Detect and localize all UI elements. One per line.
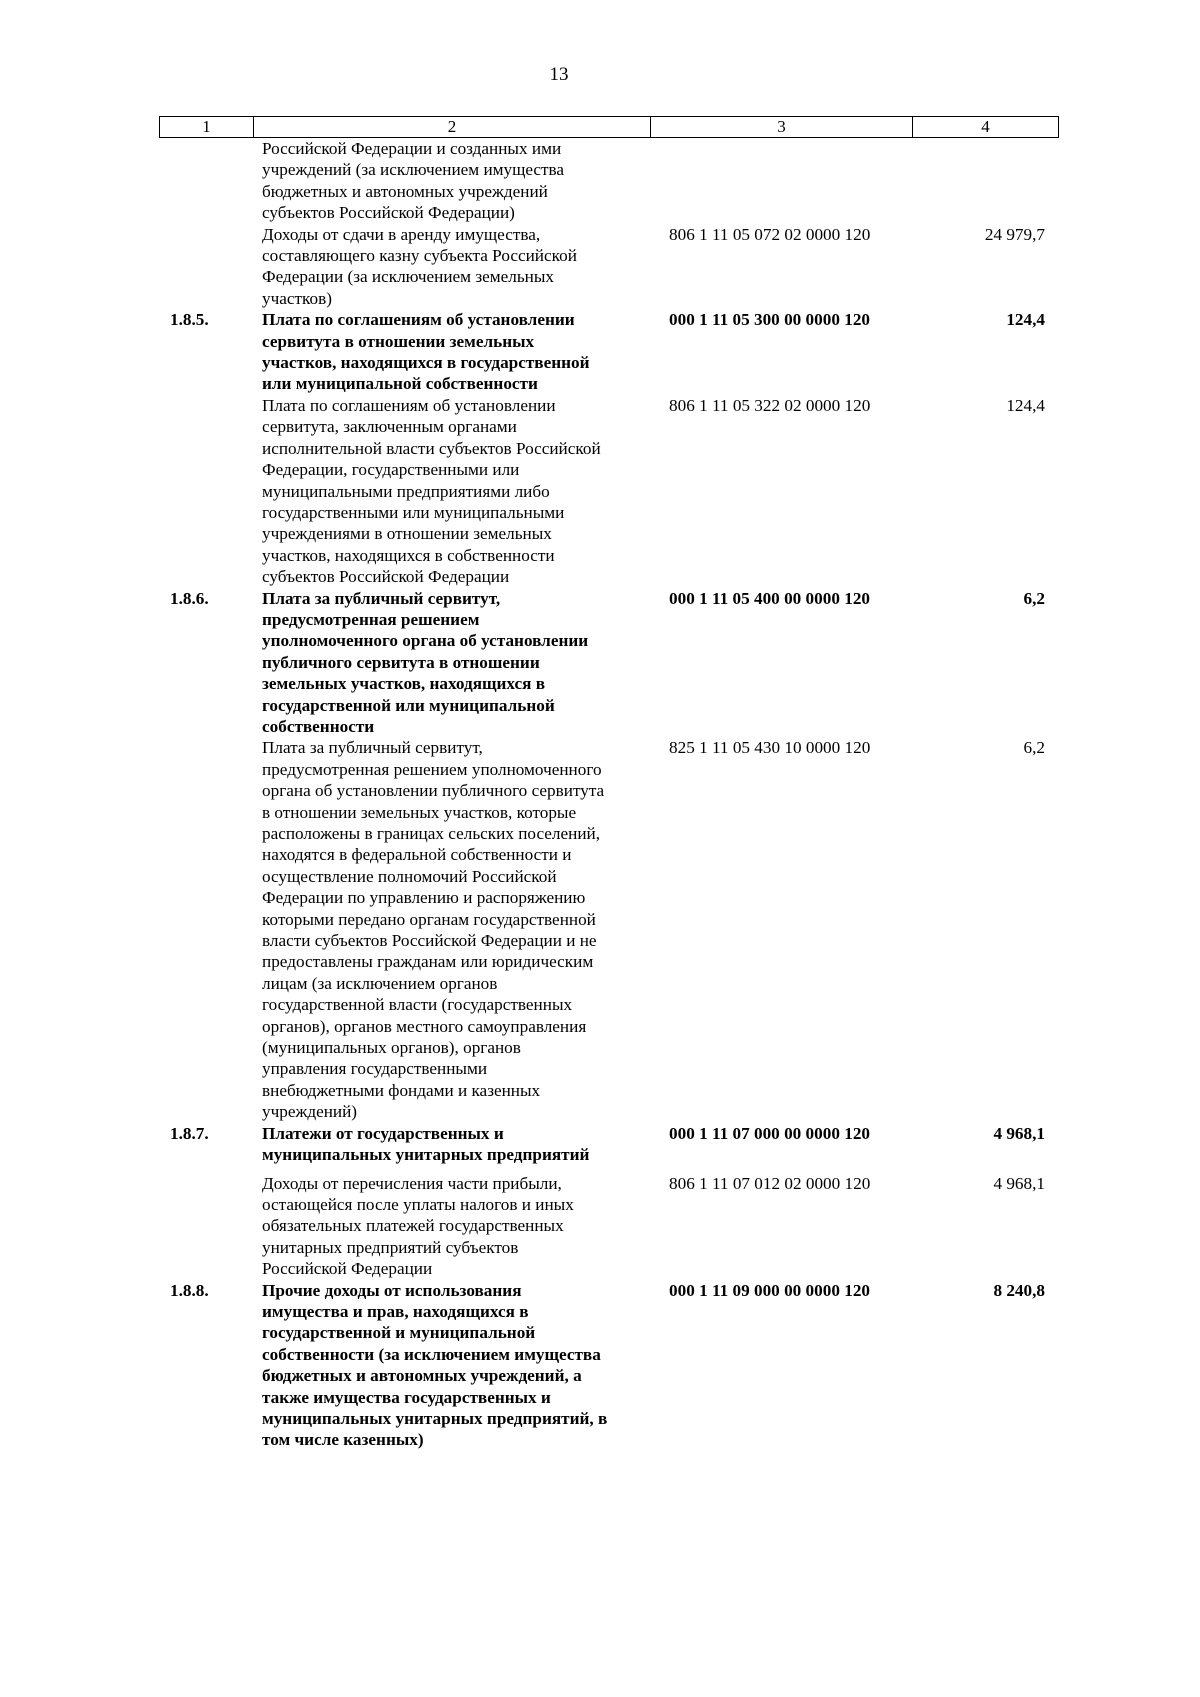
row-number: 1.8.6. bbox=[170, 588, 209, 608]
description-line: учреждений (за исключением имущества bbox=[262, 160, 565, 180]
amount: 6,2 bbox=[1023, 588, 1045, 608]
description-line: расположены в границах сельских поселений, bbox=[262, 824, 601, 843]
page-number: 13 bbox=[549, 64, 569, 85]
row-description bbox=[252, 737, 649, 1122]
budget-code: 000 1 11 09 000 00 0000 120 bbox=[669, 1280, 871, 1300]
description-line: управления государственными bbox=[262, 1059, 488, 1079]
row-number bbox=[159, 224, 252, 310]
row-number bbox=[159, 737, 252, 1122]
description-line: муниципальных унитарных предприятий bbox=[262, 1145, 590, 1165]
amount bbox=[911, 138, 1057, 224]
budget-code: 806 1 11 07 012 02 0000 120 bbox=[669, 1173, 871, 1193]
table-row bbox=[159, 395, 1059, 588]
description-line: Российской Федерации bbox=[262, 1259, 433, 1279]
amount: 24 979,7 bbox=[984, 224, 1045, 244]
description-line: субъектов Российской Федерации) bbox=[262, 203, 515, 223]
description-line: собственности bbox=[262, 716, 375, 736]
description-line: Федерации по управлению и распоряжению bbox=[262, 888, 586, 908]
description-line: уполномоченного органа об установлении bbox=[262, 631, 589, 651]
budget-code: 806 1 11 05 322 02 0000 120 bbox=[669, 395, 871, 415]
description-line: находятся в федеральной собственности и bbox=[262, 845, 572, 865]
row-description bbox=[252, 1123, 649, 1166]
row-number bbox=[159, 1173, 252, 1280]
description-line: Плата за публичный сервитут, bbox=[262, 738, 483, 758]
amount: 4 968,1 bbox=[993, 1123, 1045, 1143]
amount: 124,4 bbox=[1006, 310, 1045, 330]
column-header-4: 4 bbox=[912, 117, 1058, 137]
description-line: обязательных платежей государственных bbox=[262, 1216, 564, 1236]
description-line: власти субъектов Российской Федерации и не bbox=[262, 931, 597, 951]
column-header-2: 2 bbox=[253, 117, 650, 137]
table-row bbox=[159, 138, 1059, 224]
row-number: 1.8.5. bbox=[170, 310, 209, 330]
amount: 8 240,8 bbox=[993, 1280, 1045, 1300]
description-line: которыми передано органам государственной bbox=[262, 909, 596, 929]
budget-code: 806 1 11 05 072 02 0000 120 bbox=[669, 224, 871, 244]
description-line: собственности (за исключением имущества bbox=[262, 1344, 601, 1364]
description-line: публичного сервитута в отношении bbox=[262, 652, 540, 672]
row-number bbox=[159, 138, 252, 224]
column-header-3: 3 bbox=[650, 117, 912, 137]
description-line: внебюджетными фондами и казенных bbox=[262, 1080, 541, 1100]
description-line: остающейся после уплаты налогов и иных bbox=[262, 1194, 574, 1214]
description-line: муниципальными предприятиями либо bbox=[262, 481, 550, 501]
row-description bbox=[252, 1280, 649, 1451]
budget-code: 825 1 11 05 430 10 0000 120 bbox=[669, 738, 871, 758]
description-line: муниципальных унитарных предприятий, в bbox=[262, 1408, 608, 1428]
table-row bbox=[159, 224, 1059, 310]
budget-code bbox=[649, 138, 911, 224]
description-line: Федерации, государственными или bbox=[262, 460, 520, 480]
description-line: том числе казенных) bbox=[262, 1430, 424, 1450]
description-line: в отношении земельных участков, которые bbox=[262, 802, 577, 822]
description-line: Российской Федерации и созданных ими bbox=[262, 139, 562, 158]
table-row bbox=[159, 588, 1059, 738]
description-line: Платежи от государственных и bbox=[262, 1123, 504, 1143]
description-line: Доходы от сдачи в аренду имущества, bbox=[262, 224, 541, 244]
description-line: предоставлены гражданам или юридическим bbox=[262, 952, 594, 972]
row-description bbox=[252, 309, 649, 395]
budget-code: 000 1 11 05 300 00 0000 120 bbox=[669, 310, 871, 330]
row-description bbox=[252, 138, 649, 224]
amount: 6,2 bbox=[1023, 738, 1045, 758]
description-line: органов), органов местного самоуправления bbox=[262, 1016, 587, 1036]
table-row bbox=[159, 1123, 1059, 1166]
table-header-row bbox=[159, 116, 1059, 138]
budget-code: 000 1 11 05 400 00 0000 120 bbox=[669, 588, 871, 608]
description-line: предусмотренная решением уполномоченного bbox=[262, 759, 602, 779]
description-line: Прочие доходы от использования bbox=[262, 1280, 522, 1300]
row-description bbox=[252, 224, 649, 310]
description-line: также имущества государственных и bbox=[262, 1387, 551, 1407]
description-line: участков, находящихся в государственной bbox=[262, 353, 590, 373]
description-line: имущества и прав, находящихся в bbox=[262, 1301, 529, 1321]
row-number bbox=[159, 395, 252, 588]
description-line: учреждениями в отношении земельных bbox=[262, 524, 552, 544]
description-line: Плата за публичный сервитут, bbox=[262, 588, 501, 608]
description-line: учреждений) bbox=[262, 1102, 358, 1122]
row-description bbox=[252, 588, 649, 738]
budget-code: 000 1 11 07 000 00 0000 120 bbox=[669, 1123, 871, 1143]
description-line: или муниципальной собственности bbox=[262, 374, 538, 394]
description-line: государственной и муниципальной bbox=[262, 1323, 536, 1343]
column-header-1: 1 bbox=[202, 117, 211, 136]
description-line: Плата по соглашениям об установлении bbox=[262, 310, 575, 330]
description-line: унитарных предприятий субъектов bbox=[262, 1237, 519, 1257]
description-line: составляющего казну субъекта Российской bbox=[262, 246, 577, 266]
description-line: органа об установлении публичного сервитута bbox=[262, 781, 605, 801]
table-row bbox=[159, 737, 1059, 1122]
description-line: государственной или муниципальной bbox=[262, 695, 555, 715]
row-description bbox=[252, 1173, 649, 1280]
description-line: исполнительной власти субъектов Российской bbox=[262, 438, 601, 458]
table-body bbox=[159, 138, 1059, 1451]
amount: 4 968,1 bbox=[993, 1173, 1045, 1193]
description-line: субъектов Российской Федерации bbox=[262, 567, 510, 587]
description-line: (муниципальных органов), органов bbox=[262, 1038, 521, 1058]
description-line: бюджетных и автономных учреждений bbox=[262, 181, 548, 201]
description-line: участков) bbox=[262, 288, 332, 308]
table-row bbox=[159, 1280, 1059, 1451]
description-line: Плата по соглашениям об установлении bbox=[262, 395, 556, 415]
description-line: участков, находящихся в собственности bbox=[262, 545, 555, 565]
description-line: сервитута в отношении земельных bbox=[262, 331, 535, 351]
budget-table bbox=[159, 116, 1059, 1451]
description-line: бюджетных и автономных учреждений, а bbox=[262, 1366, 582, 1386]
row-number: 1.8.7. bbox=[170, 1123, 209, 1143]
description-line: земельных участков, находящихся в bbox=[262, 674, 546, 694]
table-row bbox=[159, 309, 1059, 395]
amount: 124,4 bbox=[1006, 395, 1045, 415]
row-description bbox=[252, 395, 649, 588]
description-line: осуществление полномочий Российской bbox=[262, 866, 557, 886]
description-line: сервитута, заключенным органами bbox=[262, 417, 517, 437]
description-line: Федерации (за исключением земельных bbox=[262, 267, 554, 287]
description-line: государственной власти (государственных bbox=[262, 995, 573, 1015]
description-line: Доходы от перечисления части прибыли, bbox=[262, 1173, 562, 1193]
row-number: 1.8.8. bbox=[170, 1280, 209, 1300]
description-line: предусмотренная решением bbox=[262, 609, 480, 629]
table-row bbox=[159, 1173, 1059, 1280]
description-line: лицам (за исключением органов bbox=[262, 973, 498, 993]
description-line: государственными или муниципальными bbox=[262, 502, 565, 522]
